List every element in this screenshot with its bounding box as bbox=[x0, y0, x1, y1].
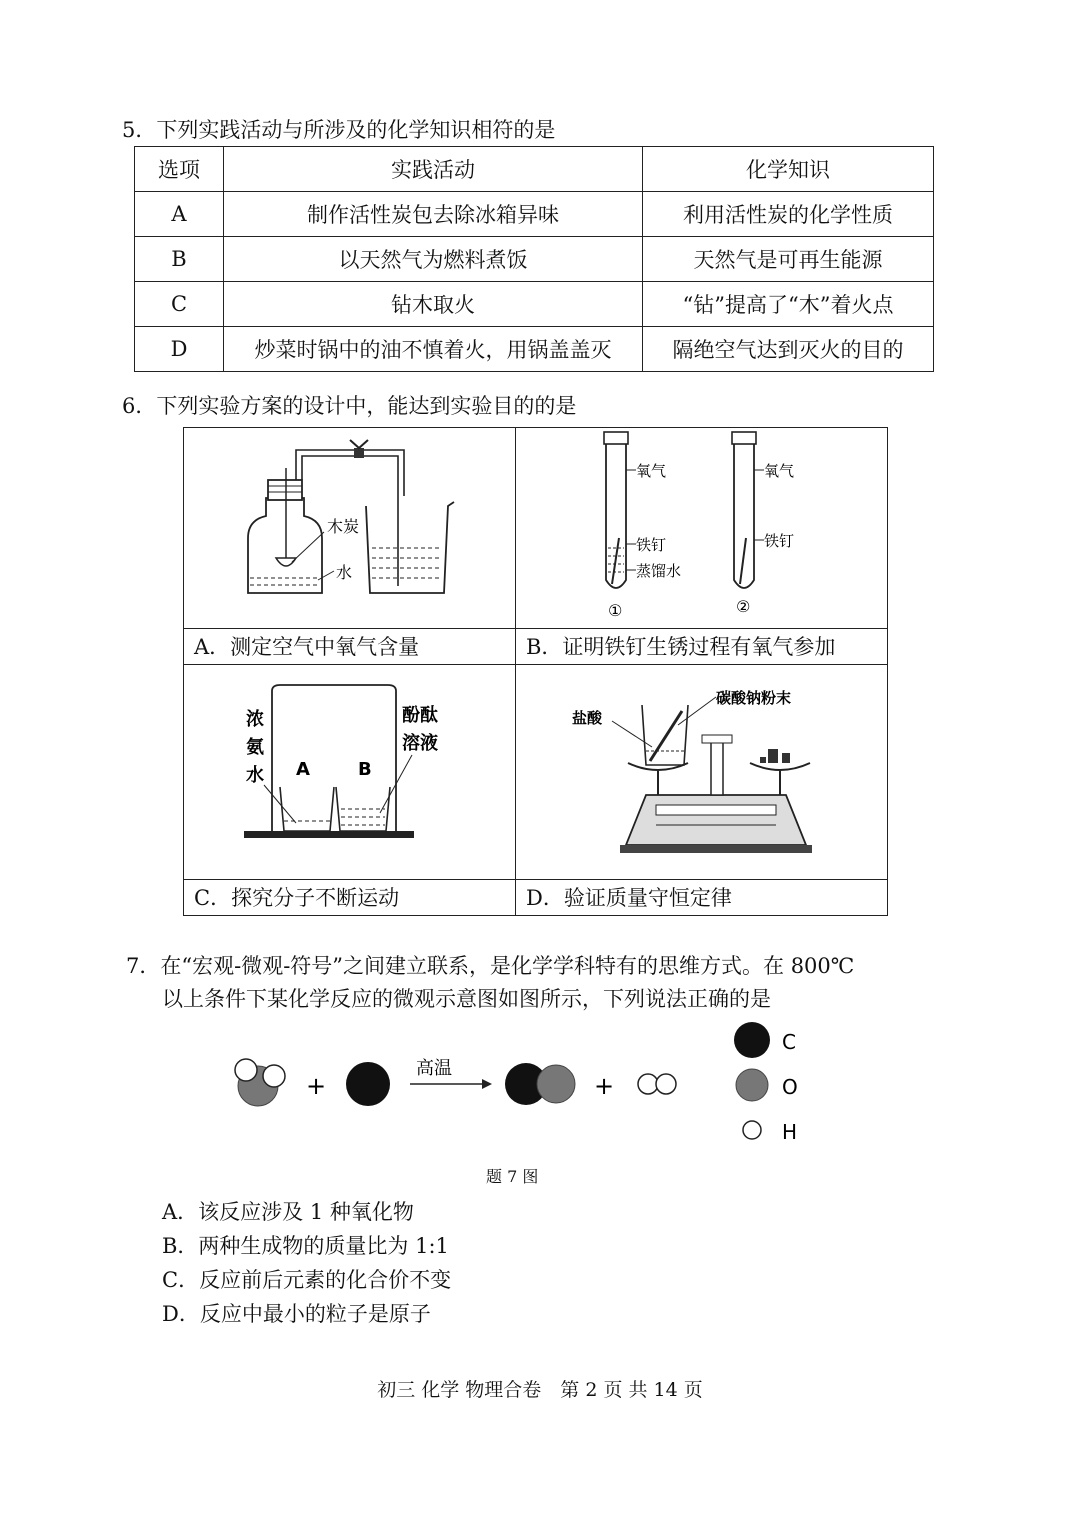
row-activity: 以天然气为燃料煮饭 bbox=[224, 237, 643, 282]
label-phenolphthalein-2: 溶液 bbox=[402, 733, 438, 754]
label-ammonia-2: 氨 bbox=[246, 737, 264, 758]
row-option: B bbox=[135, 237, 224, 282]
label-oxygen-2: 氧气 bbox=[764, 462, 795, 480]
label-acid: 盐酸 bbox=[572, 709, 603, 727]
q5-stem: 5．下列实践活动与所涉及的化学知识相符的是 bbox=[122, 118, 556, 142]
caption-c: C．探究分子不断运动 bbox=[184, 879, 515, 915]
row-knowledge: 隔绝空气达到灭火的目的 bbox=[643, 327, 934, 372]
header-option: 选项 bbox=[135, 147, 224, 192]
header-activity: 实践活动 bbox=[224, 147, 643, 192]
carbon-atom bbox=[346, 1062, 390, 1106]
plus-sign-2: + bbox=[594, 1072, 615, 1100]
row-activity: 制作活性炭包去除冰箱异味 bbox=[224, 192, 643, 237]
apparatus-c-figure bbox=[184, 665, 514, 877]
q7-stem-line2: 以上条件下某化学反应的微观示意图如图所示，下列说法正确的是 bbox=[162, 987, 771, 1011]
row-knowledge: 利用活性炭的化学性质 bbox=[643, 192, 934, 237]
tube-1-label: ① bbox=[608, 601, 623, 620]
beaker-b-label: B bbox=[358, 759, 372, 780]
page-footer: 初三 化学 物理合卷 第 2 页 共 14 页 bbox=[377, 1379, 703, 1401]
table-header-row bbox=[135, 147, 934, 192]
table-row bbox=[135, 192, 934, 237]
h2-molecule bbox=[638, 1074, 676, 1094]
q6-cell-c bbox=[184, 665, 516, 915]
legend-oxygen-symbol bbox=[736, 1069, 768, 1101]
label-nail-2: 铁钉 bbox=[764, 532, 795, 550]
q6-cell-b bbox=[516, 428, 887, 665]
label-ammonia-3: 水 bbox=[246, 765, 264, 786]
label-sodium-carbonate: 碳酸钠粉末 bbox=[716, 689, 792, 707]
label-phenolphthalein-1: 酚酞 bbox=[402, 705, 438, 726]
beaker-a-label: A bbox=[296, 759, 310, 780]
q5-table bbox=[134, 146, 934, 372]
q7-option-c: C．反应前后元素的化合价不变 bbox=[162, 1268, 452, 1292]
label-charcoal: 木炭 bbox=[327, 517, 360, 536]
row-option: D bbox=[135, 327, 224, 372]
legend-carbon-symbol bbox=[734, 1022, 770, 1058]
apparatus-d-figure bbox=[516, 665, 886, 877]
caption-b: B．证明铁钉生锈过程有氧气参加 bbox=[516, 628, 887, 664]
table-row bbox=[135, 237, 934, 282]
plus-sign-1: + bbox=[306, 1072, 327, 1100]
reaction-diagram bbox=[220, 1020, 840, 1150]
label-ammonia-1: 浓 bbox=[246, 709, 264, 730]
legend-carbon-label: C bbox=[782, 1030, 796, 1054]
row-option: A bbox=[135, 192, 224, 237]
legend-hydrogen-label: H bbox=[782, 1120, 798, 1144]
q6-grid bbox=[183, 427, 888, 916]
row-knowledge: “钻”提高了“木”着火点 bbox=[643, 282, 934, 327]
apparatus-a-figure bbox=[184, 428, 514, 628]
legend-hydrogen-symbol bbox=[743, 1121, 761, 1139]
row-knowledge: 天然气是可再生能源 bbox=[643, 237, 934, 282]
label-water: 水 bbox=[336, 563, 353, 582]
apparatus-b-figure bbox=[516, 428, 886, 628]
table-row bbox=[135, 282, 934, 327]
q7-stem-line1: 7．在“宏观-微观-符号”之间建立联系，是化学学科特有的思维方式。在 800℃ bbox=[126, 954, 855, 978]
caption-d: D．验证质量守恒定律 bbox=[516, 879, 887, 915]
tube-2-label: ② bbox=[736, 597, 751, 616]
q6-stem: 6．下列实验方案的设计中，能达到实验目的的是 bbox=[122, 394, 577, 418]
figure-caption: 题 7 图 bbox=[486, 1167, 539, 1186]
q7-option-b: B．两种生成物的质量比为 1:1 bbox=[162, 1234, 449, 1258]
caption-a: A．测定空气中氧气含量 bbox=[184, 628, 515, 664]
q7-option-d: D．反应中最小的粒子是原子 bbox=[162, 1302, 431, 1326]
reaction-condition: 高温 bbox=[416, 1058, 452, 1079]
header-knowledge: 化学知识 bbox=[643, 147, 934, 192]
row-option: C bbox=[135, 282, 224, 327]
q7-option-a: A．该反应涉及 1 种氧化物 bbox=[162, 1200, 414, 1224]
q6-cell-d bbox=[516, 665, 887, 915]
legend-oxygen-label: O bbox=[782, 1075, 798, 1099]
table-row bbox=[135, 327, 934, 372]
water-molecule bbox=[235, 1059, 285, 1106]
q6-cell-a bbox=[184, 428, 516, 665]
label-nail-1: 铁钉 bbox=[636, 536, 667, 554]
row-activity: 钻木取火 bbox=[224, 282, 643, 327]
row-activity: 炒菜时锅中的油不慎着火，用锅盖盖灭 bbox=[224, 327, 643, 372]
label-distilled-water: 蒸馏水 bbox=[636, 562, 682, 580]
co-molecule bbox=[505, 1063, 575, 1105]
label-oxygen-1: 氧气 bbox=[636, 462, 667, 480]
